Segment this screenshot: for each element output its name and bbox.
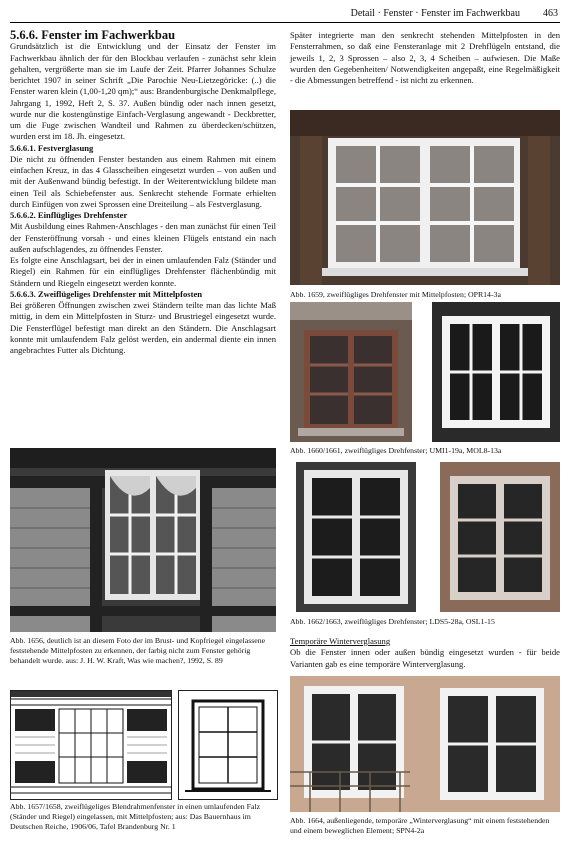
photo-1663-window <box>440 462 560 612</box>
photo-1659-double-casement <box>290 110 560 285</box>
right-column-intro <box>290 30 560 86</box>
drawing-1657-window-elevation <box>10 690 172 800</box>
caption-1664: Abb. 1664, außenliegende, temporäre „Winterverglasung“ mit einem feststehenden und einem beweglichen Element; SPN4-2a <box>290 816 550 835</box>
intro-paragraph: Grundsätzlich ist die Entwicklung und der Einsatz der Fenster im Fachwerkbau ähnlich der für den Blockbau verlaufen - zunächst sehr klein gehalten, vergrößerte man sie im Laufe der Zeit. Pfarrer Johannes Schulze berichtet 1907 in seiner Schrift „Die Parochie Neu-Lietzegöricke: (..) die Fenster waren klein (1,00-1,20 qm);“ aus: Brandenburgische Denkmalpflege, Jahrgang 1, 1992, Heft 2, S. 37. Außen bündig oder nach innen gesetzt, wurde nur die kostengünstige Einfach-Verglasung angewandt - Deckbretter, um die Fuge zwischen Wandteil und Rahmen zu überdecken/schützen, wurden erst im 18. Jh. eingesetzt. <box>10 41 276 142</box>
subsection-heading-zweifluegeliges: 5.6.6.3. Zweiflügeliges Drehfenster mit Mittelpfosten <box>10 288 203 299</box>
einfluegliges-paragraph-1: Mit Ausbildung eines Rahmen-Anschlages - den man zunächst für einen Teil der Fensteröffnung vorsah - und eines kleinen Flügels entstand ein nach außen aufschlagendes, zu öffnendes Fenster. <box>10 221 276 254</box>
caption-1662-1663: Abb. 1662/1663, zweiflügliges Drehfenster; LDS5-28a, OSL1-15 <box>290 617 495 626</box>
photo-1660-window <box>290 302 412 442</box>
zweifluegeliges-paragraph: Bei größeren Öffnungen zwischen zwei Ständern teilte man das lichte Maß mittig, in dem ein Mittelpfosten in Sturz- und Brustriegel eingesetzt wurde. Die Fensterflügel befestigt man direkt an den Ständern. Die Anschlagsart konnte mit umlaufendem Falz gelöst werden, ein andermal diente ein innen angebrachtes Futter als Dichtung. <box>10 300 276 355</box>
running-header <box>10 6 560 23</box>
right-intro-paragraph: Später integrierte man den senkrecht stehenden Mittelpfosten in den Fensterrahmen, so daß eine Fensteranlage mit 2 Drehflügeln entstand, die jeweils 1, 2, 3 Sprossen – also 2, 3, 4 Scheiben – aufwiesen. Die Maße wurden den Gegebenheiten/ Notwendigkeiten angepaßt, eine Regelmäßigkeit - die Abmessungen betreffend - ist nicht zu erkennen. <box>290 30 560 85</box>
photo-1662-window <box>296 462 416 612</box>
einfluegliges-paragraph-2: Es folgte eine Anschlagsart, bei der in einen umlaufenden Falz (Ständer und Riegel) ein Rahmen für ein einflügliges Drehfenster flächenbündig mit Ständern und Riegeln eingesetzt werden konnte. <box>10 255 276 288</box>
winterverglasung-heading: Temporäre Winterverglasung <box>290 636 391 646</box>
winterverglasung-section <box>290 636 560 670</box>
page-number: 463 <box>543 8 558 19</box>
caption-1657-1658: Abb. 1657/1658, zweiflügeliges Blendrahmenfenster in einen umlaufenden Falz (Ständer und Riegel) eingelassen, mit Mittelpfosten; aus: Das Bauernhaus im Deutschen Reiche, 1906/06, Tafel Brandenburg Nr. 1 <box>10 802 261 831</box>
caption-1660-1661: Abb. 1660/1661, zweiflügliges Drehfenster; UMI1-19a, MOL8-13a <box>290 446 502 455</box>
drawing-1658-window-detail <box>178 690 278 800</box>
running-title: Detail · Fenster · Fenster im Fachwerkbau <box>350 8 520 19</box>
left-column-text <box>10 30 276 356</box>
subsection-heading-einfluegliges: 5.6.6.2. Einflügliges Drehfenster <box>10 210 128 220</box>
winterverglasung-paragraph: Ob die Fenster innen oder außen bündig eingesetzt wurden - für beide Varianten gab es eine temporäre Winterverglasung. <box>290 647 560 669</box>
photo-1661-window <box>432 302 560 442</box>
subsection-heading-festverglasung: 5.6.6.1. Festverglasung <box>10 142 94 153</box>
festverglasung-paragraph: Die nicht zu öffnenden Fenster bestanden aus einem Rahmen mit einem einfachen Kreuz, in das 4 Glasscheiben eingesetzt wurden – von außen und mit der Außenwand bündig befestigt. In der Weiterentwicklung bildete man einen Teil als Schiebefenster aus. Senkrecht stehende Formate erhielten durch Einfügen von zwei Sprossen eine Dreiteilung – als Festverglasung. <box>10 153 276 209</box>
photo-1664-winter-glazing <box>290 676 560 812</box>
caption-1656: Abb. 1656, deutlich ist an diesem Foto der im Brust- und Kopfriegel eingelassene feststehende Mittelpfosten zu erkennen, der farbig nicht zum Fenster gehörig behandelt wurde. aus: J. H. W. Kraft, Was wie machen?, 1992, S. 89 <box>10 636 266 665</box>
photo-1656-timber-window <box>10 448 276 632</box>
caption-1659: Abb. 1659, zweiflügliges Drehfenster mit Mittelpfosten; OPR14-3a <box>290 290 501 299</box>
section-heading: 5.6.6. Fenster im Fachwerkbau <box>10 28 176 42</box>
